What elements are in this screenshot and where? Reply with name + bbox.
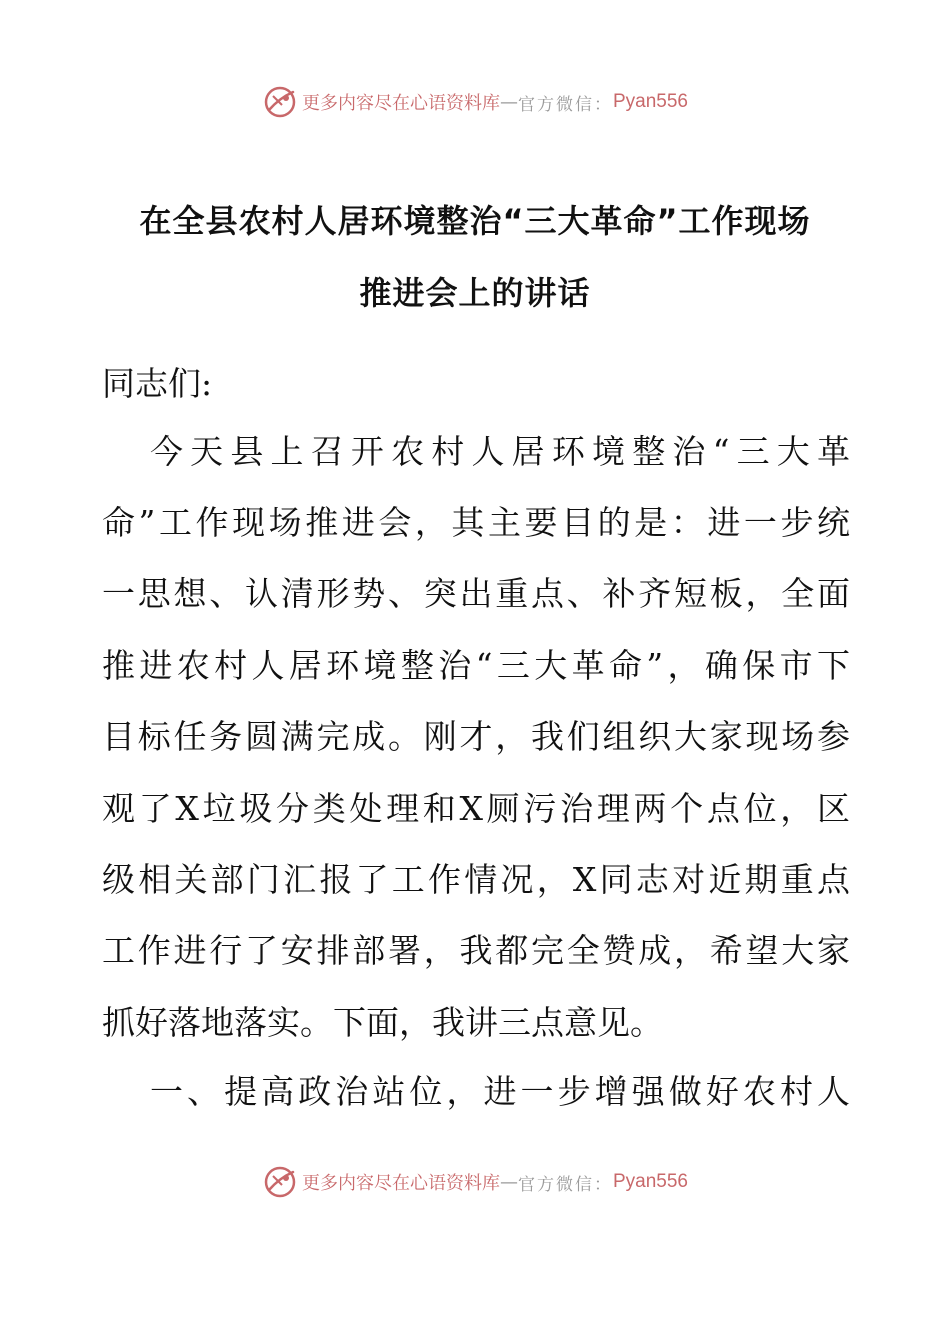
watermark-slogan: 更多内容尽在心语资料库 [301,93,500,114]
salutation: 同志们: [102,364,213,403]
body-line: 观了X垃圾分类处理和X厕污治理两个点位，区 [102,789,850,828]
body-line: 级相关部门汇报了工作情况，X同志对近期重点 [102,860,850,899]
watermark-separator: — [499,91,518,113]
watermark-contact-label: 官方微信： [517,1174,613,1195]
body-line: 一思想、认清形势、突出重点、补齐短板，全面 [102,574,850,613]
watermark-contact-id: Pyan556 [612,91,688,112]
watermark-separator: — [499,1171,518,1193]
watermark-contact-label: 官方微信： [517,94,613,115]
watermark-slogan: 更多内容尽在心语资料库 [301,1173,500,1194]
document-title-line-1: 在全县农村人居环境整治“三大革命”工作现场 [139,202,811,240]
body-line: 推进农村人居环境整治“三大革命”，确保市下 [102,646,850,685]
body-line: 目标任务圆满完成。刚才，我们组织大家现场参 [102,717,850,756]
body-line: 命”工作现场推进会，其主要目的是：进一步统 [102,503,850,542]
brand-logo-icon [262,84,298,120]
watermark-banner-top [0,82,950,122]
brand-logo-icon [262,1164,298,1200]
body-line: 工作进行了安排部署，我都完全赞成，希望大家 [102,931,850,970]
document-title-line-2: 推进会上的讲话 [359,274,591,312]
body-line: 抓好落地落实。下面，我讲三点意见。 [102,1003,663,1042]
body-line: 今天县上召开农村人居环境整治“三大革 [150,432,850,471]
watermark-contact-id: Pyan556 [612,1171,688,1192]
section-heading-1: 一、提高政治站位，进一步增强做好农村人 [150,1072,850,1111]
watermark-banner-bottom [0,1162,950,1202]
